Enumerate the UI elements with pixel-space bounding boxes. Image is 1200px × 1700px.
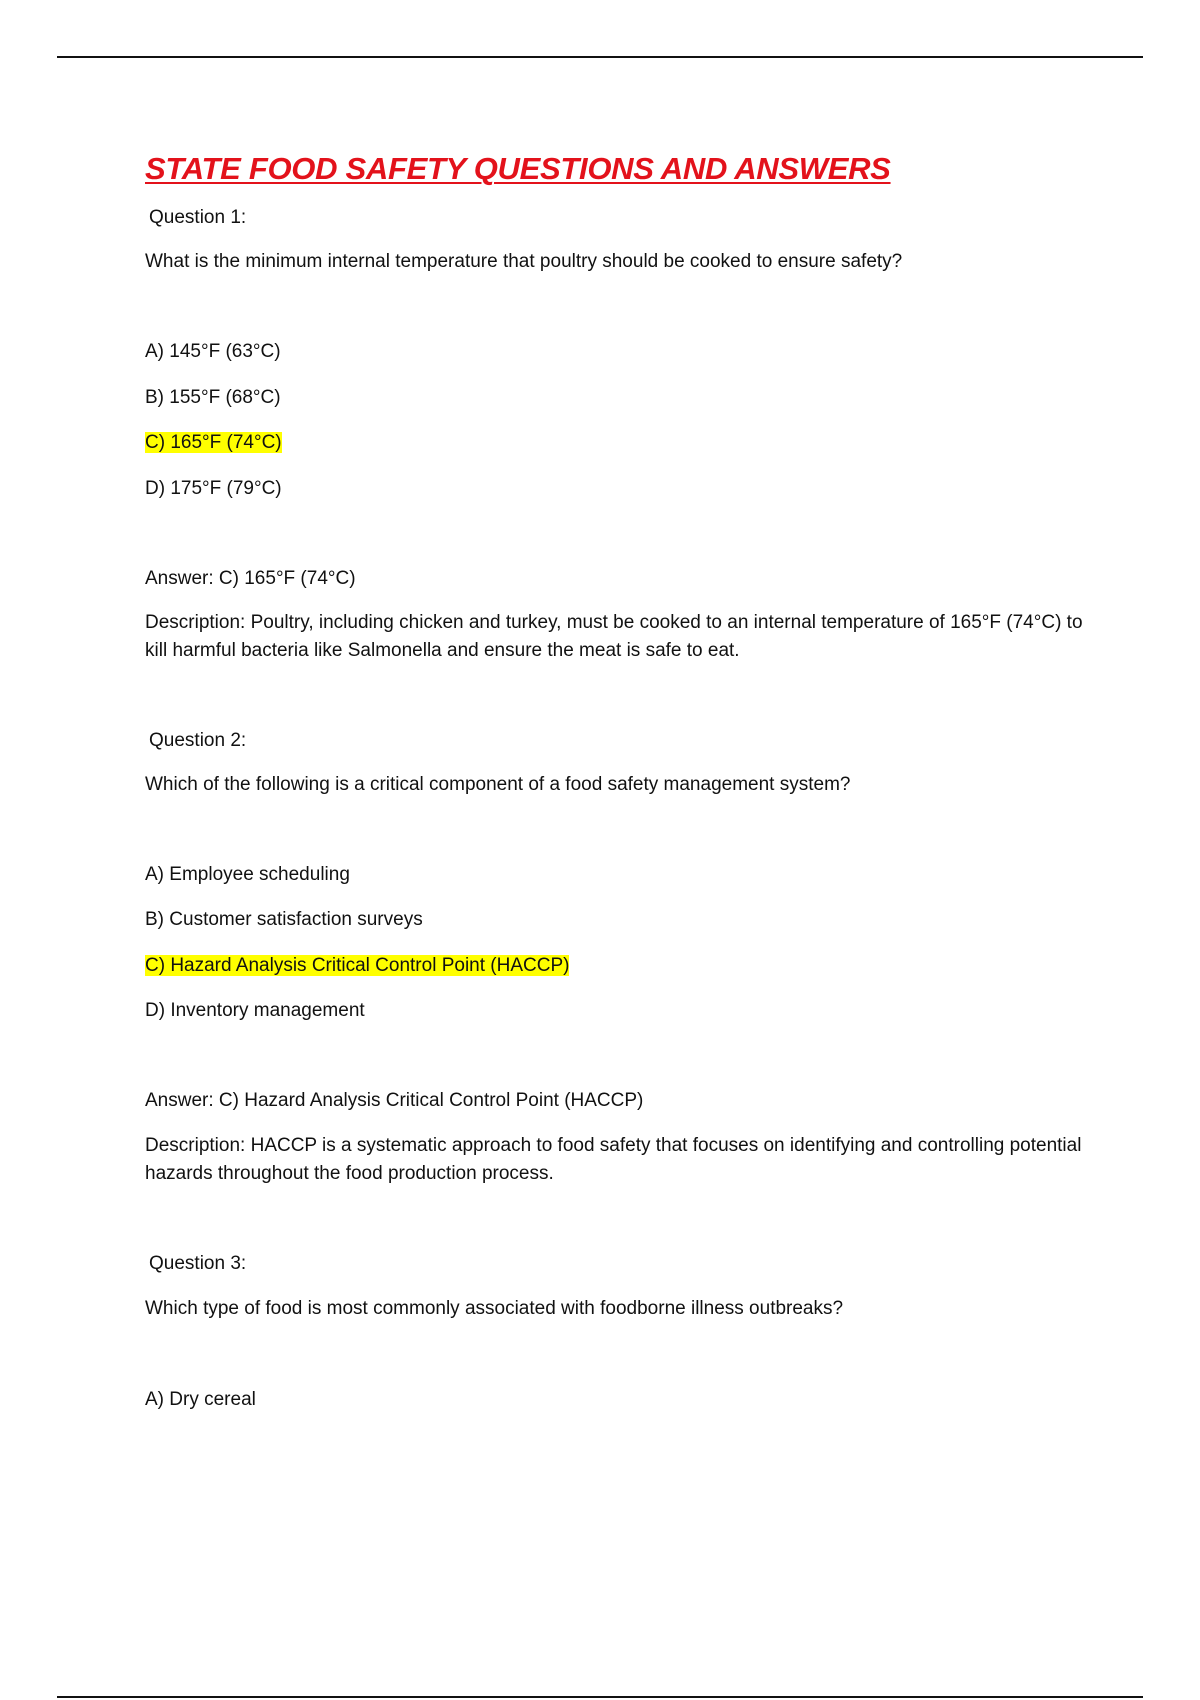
option-a: A) Dry cereal [145,1389,256,1410]
footer-rule [57,1696,1143,1698]
option-b: B) Customer satisfaction surveys [145,909,423,930]
answer-description: Description: Poultry, including chicken and turkey, must be cooked to an internal temperature of 165°F (74°C) to kill harmful bacteria like Salmonella and ensure the meat is safe to eat. [145,612,1083,661]
question-block-1 [145,204,1085,665]
question-block-2 [145,727,1085,1188]
option-d: D) Inventory management [145,1000,365,1021]
answer-line: Answer: C) Hazard Analysis Critical Control Point (HACCP) [145,1090,644,1111]
document-page [145,148,1085,1414]
question-text: Which type of food is most commonly associated with foodborne illness outbreaks? [145,1298,844,1319]
option-c [145,952,1085,980]
option-c [145,429,1085,457]
question-label: Question 1: [149,207,247,228]
option-b: B) 155°F (68°C) [145,387,281,408]
question-label: Question 2: [149,730,247,751]
question-block-3 [145,1250,1085,1414]
answer-line: Answer: C) 165°F (74°C) [145,568,356,589]
option-a: A) 145°F (63°C) [145,341,281,362]
question-text: What is the minimum internal temperature that poultry should be cooked to ensure safety? [145,251,903,272]
highlighted-correct-option: C) Hazard Analysis Critical Control Point (HACCP) [145,955,570,976]
header-rule [57,56,1143,58]
question-label: Question 3: [149,1253,247,1274]
highlighted-correct-option: C) 165°F (74°C) [145,432,282,453]
option-a: A) Employee scheduling [145,864,350,885]
document-title: STATE FOOD SAFETY QUESTIONS AND ANSWERS [145,151,891,186]
answer-description: Description: HACCP is a systematic approach to food safety that focuses on identifying and controlling potential hazards throughout the food production process. [145,1135,1082,1184]
option-d: D) 175°F (79°C) [145,478,282,499]
question-text: Which of the following is a critical component of a food safety management system? [145,774,851,795]
